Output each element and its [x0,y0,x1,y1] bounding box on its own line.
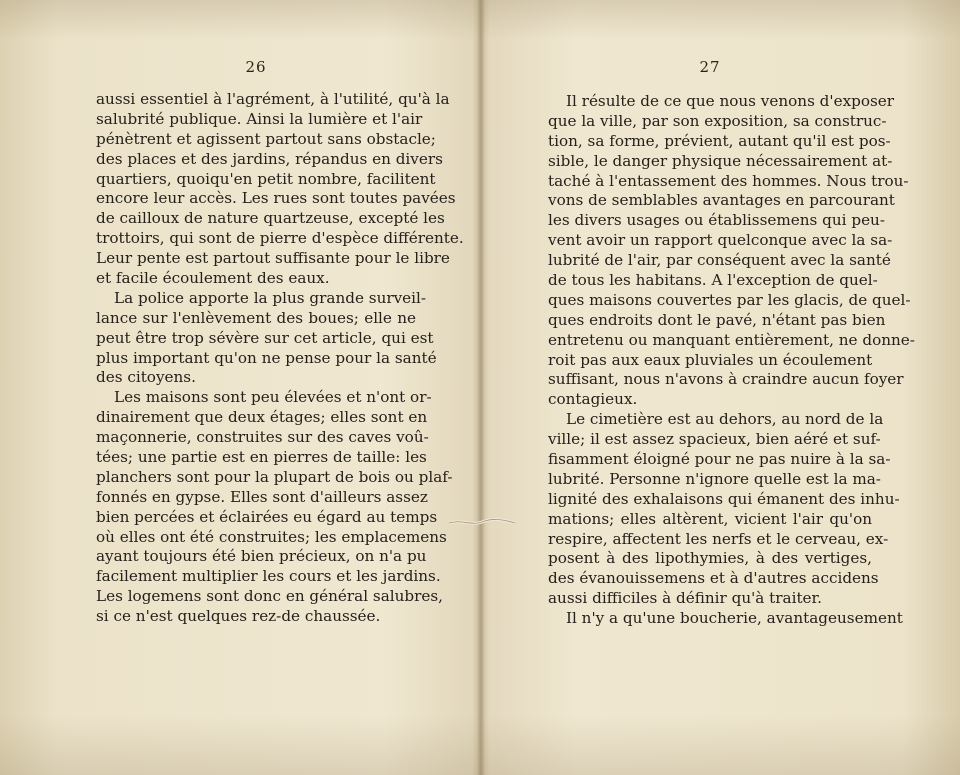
left-page [96,0,464,775]
text-line: Il n'y a qu'une boucherie, avantageusement [566,609,903,628]
text-line: de cailloux de nature quartzeuse, excepté les [96,209,445,228]
text-line: La police apporte la plus grande surveil- [114,288,427,307]
text-line: dinairement que deux étages; elles sont en [96,408,428,427]
text-line: tion, sa forme, prévient, autant qu'il est pos- [548,131,891,150]
text-line: sible, le danger physique nécessairement at- [548,151,893,170]
text-line: aussi essentiel à l'agrément, à l'utilité, qu'à la [96,90,450,108]
left-page-text [96,90,464,627]
text-line: taché à l'entassement des hommes. Nous trou- [548,171,909,190]
page-number-right: 27 [699,58,721,76]
page-number-left: 26 [245,58,267,76]
text-line: fisamment éloigné pour ne pas nuire à la sa- [548,450,891,469]
text-line: mations; elles altèrent, vicient l'air qu'on [548,509,872,528]
text-line: vent avoir un rapport quelconque avec la sa- [548,231,893,250]
text-line: bien percées et éclairées eu égard au temps [96,507,438,526]
text-line: posent à des lipothymies, à des vertiges, [548,549,872,568]
text-line: lubrité de l'air, par conséquent avec la santé [548,251,891,270]
text-line: peut être trop sévère sur cet article, qui est [96,328,434,347]
book-gutter [477,0,485,775]
text-line: entretenu ou manquant entièrement, ne donne- [548,330,915,349]
text-line: et facile écoulement des eaux. [96,269,330,288]
right-page-text [548,92,915,629]
text-line: respire, affectent les nerfs et le cerveau, ex- [548,529,889,548]
binding-thread-icon [447,516,517,528]
text-line: ques endroits dont le pavé, n'étant pas bien [548,310,886,329]
text-line: quartiers, quoiqu'en petit nombre, facilitent [96,169,436,188]
text-line: Les logemens sont donc en général salubres, [96,587,443,606]
text-line: encore leur accès. Les rues sont toutes pavées [96,189,456,208]
text-line: vons de semblables avantages en parcourant [548,191,895,210]
text-line: maçonnerie, construites sur des caves voû- [96,428,429,447]
text-line: que la ville, par son exposition, sa construc- [548,111,887,130]
text-line: Les maisons sont peu élevées et n'ont or- [114,388,432,407]
text-line: ville; il est assez spacieux, bien aéré et suf- [548,430,881,449]
text-line: des évanouissemens et à d'autres accidens [548,569,879,588]
text-line: pénètrent et agissent partout sans obstacle; [96,129,436,148]
text-line: suffisant, nous n'avons à craindre aucun foyer [548,370,904,389]
text-line: où elles ont été construites; les emplacemens [96,527,447,546]
text-line: de tous les habitans. A l'exception de quel- [548,271,878,290]
text-line: facilement multiplier les cours et les jardins. [96,567,441,586]
text-line: lignité des exhalaisons qui émanent des inhu- [548,489,900,508]
text-line: roit pas aux eaux pluviales un écoulement [548,350,873,369]
text-line: Le cimetière est au dehors, au nord de la [566,410,884,429]
text-line: les divers usages ou établissemens qui peu- [548,211,885,230]
text-line: lubrité. Personne n'ignore quelle est la ma- [548,469,881,488]
text-line: lance sur l'enlèvement des boues; elle ne [96,308,416,327]
text-line: si ce n'est quelques rez-de chaussée. [96,607,381,626]
text-line: salubrité publique. Ainsi la lumière et l'air [96,109,423,128]
text-line: ayant toujours été bien précieux, on n'a pu [96,547,427,566]
right-page [548,0,915,775]
text-line: Leur pente est partout suffisante pour le libre [96,249,450,268]
text-line: aussi difficiles à définir qu'à traiter. [548,589,822,608]
text-line: des places et des jardins, répandus en divers [96,149,443,168]
text-line: fonnés en gypse. Elles sont d'ailleurs assez [96,487,428,506]
text-line: plus important qu'on ne pense pour la santé [96,348,437,367]
text-line: tées; une partie est en pierres de taille: les [96,448,427,467]
text-line: planchers sont pour la plupart de bois ou plaf- [96,467,453,486]
text-line: Il résulte de ce que nous venons d'exposer [566,92,895,110]
text-line: des citoyens. [96,368,196,387]
text-line: ques maisons couvertes par les glacis, de quel- [548,290,911,309]
text-line: trottoirs, qui sont de pierre d'espèce différente. [96,229,464,248]
text-line: contagieux. [548,390,638,409]
